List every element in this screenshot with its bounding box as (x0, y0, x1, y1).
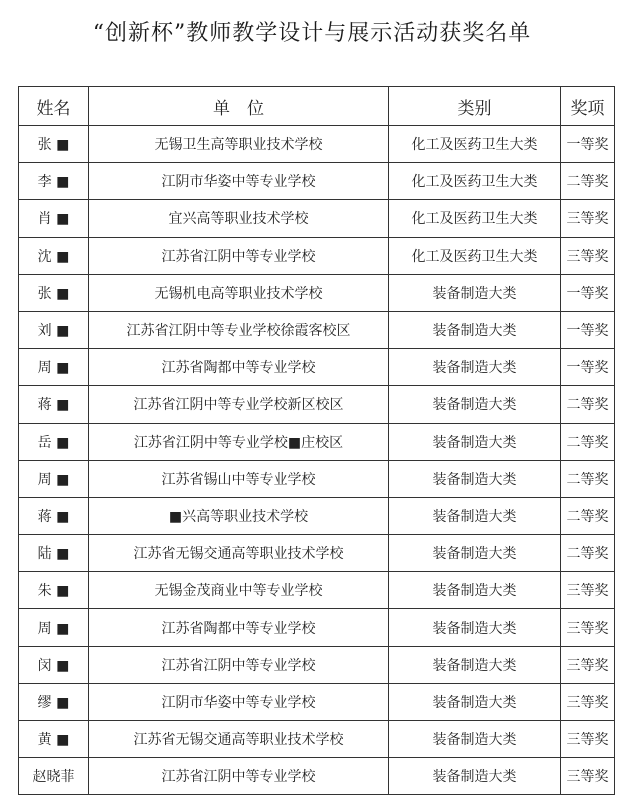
cell-unit: 无锡金茂商业中等专业学校 (89, 572, 389, 609)
cell-name: 沈 ■ (19, 237, 89, 274)
cell-category: 装备制造大类 (389, 386, 561, 423)
cell-category: 化工及医药卫生大类 (389, 163, 561, 200)
cell-name: 朱 ■ (19, 572, 89, 609)
cell-award: 三等奖 (561, 200, 615, 237)
table-row (19, 683, 615, 720)
cell-unit: ■兴高等职业技术学校 (89, 497, 389, 534)
cell-name: 陆 ■ (19, 535, 89, 572)
cell-unit: 江苏省陶都中等专业学校 (89, 609, 389, 646)
table-row (19, 758, 615, 795)
table-header-row (19, 87, 615, 126)
cell-award: 二等奖 (561, 497, 615, 534)
cell-unit: 无锡卫生高等职业技术学校 (89, 126, 389, 163)
cell-unit: 江苏省江阴中等专业学校徐霞客校区 (89, 311, 389, 348)
table-row (19, 349, 615, 386)
cell-award: 二等奖 (561, 423, 615, 460)
cell-award: 一等奖 (561, 311, 615, 348)
cell-unit: 宜兴高等职业技术学校 (89, 200, 389, 237)
cell-category: 装备制造大类 (389, 683, 561, 720)
cell-category: 装备制造大类 (389, 572, 561, 609)
cell-category: 化工及医药卫生大类 (389, 126, 561, 163)
table-row (19, 497, 615, 534)
table-row (19, 572, 615, 609)
cell-unit: 江苏省江阴中等专业学校■庄校区 (89, 423, 389, 460)
cell-award: 一等奖 (561, 126, 615, 163)
cell-category: 装备制造大类 (389, 497, 561, 534)
cell-name: 张 ■ (19, 126, 89, 163)
table-row (19, 535, 615, 572)
cell-unit: 江阴市华姿中等专业学校 (89, 163, 389, 200)
cell-award: 二等奖 (561, 535, 615, 572)
cell-name: 肖 ■ (19, 200, 89, 237)
table-row (19, 200, 615, 237)
table-row (19, 126, 615, 163)
table-body (19, 126, 615, 795)
cell-unit: 江苏省无锡交通高等职业技术学校 (89, 535, 389, 572)
cell-award: 三等奖 (561, 237, 615, 274)
header-unit: 单 位 (89, 87, 389, 126)
cell-unit: 江苏省江阴中等专业学校 (89, 237, 389, 274)
cell-name: 刘 ■ (19, 311, 89, 348)
award-table (18, 86, 615, 795)
cell-category: 装备制造大类 (389, 646, 561, 683)
cell-award: 三等奖 (561, 646, 615, 683)
cell-category: 装备制造大类 (389, 535, 561, 572)
cell-category: 装备制造大类 (389, 349, 561, 386)
table-row (19, 646, 615, 683)
cell-name: 岳 ■ (19, 423, 89, 460)
cell-award: 三等奖 (561, 721, 615, 758)
cell-category: 装备制造大类 (389, 609, 561, 646)
table-row (19, 721, 615, 758)
cell-award: 一等奖 (561, 274, 615, 311)
cell-unit: 江苏省江阴中等专业学校 (89, 646, 389, 683)
cell-name: 张 ■ (19, 274, 89, 311)
table-row (19, 386, 615, 423)
table-row (19, 609, 615, 646)
cell-category: 装备制造大类 (389, 758, 561, 795)
header-award: 奖项 (561, 87, 615, 126)
cell-category: 装备制造大类 (389, 274, 561, 311)
cell-category: 装备制造大类 (389, 721, 561, 758)
cell-name: 蒋 ■ (19, 497, 89, 534)
table-row (19, 423, 615, 460)
cell-unit: 江苏省锡山中等专业学校 (89, 460, 389, 497)
cell-name: 蒋 ■ (19, 386, 89, 423)
cell-award: 一等奖 (561, 349, 615, 386)
cell-name: 赵晓菲 (19, 758, 89, 795)
cell-award: 二等奖 (561, 163, 615, 200)
cell-category: 化工及医药卫生大类 (389, 237, 561, 274)
cell-award: 三等奖 (561, 683, 615, 720)
cell-name: 周 ■ (19, 349, 89, 386)
cell-award: 三等奖 (561, 572, 615, 609)
cell-category: 装备制造大类 (389, 423, 561, 460)
cell-unit: 江阴市华姿中等专业学校 (89, 683, 389, 720)
cell-award: 三等奖 (561, 758, 615, 795)
cell-category: 装备制造大类 (389, 311, 561, 348)
cell-award: 三等奖 (561, 609, 615, 646)
cell-award: 二等奖 (561, 460, 615, 497)
table-row (19, 163, 615, 200)
table-row (19, 311, 615, 348)
cell-unit: 江苏省无锡交通高等职业技术学校 (89, 721, 389, 758)
page-title: “创新杯”教师教学设计与展示活动获奖名单 (92, 21, 532, 46)
cell-unit: 江苏省陶都中等专业学校 (89, 349, 389, 386)
table-row (19, 460, 615, 497)
cell-name: 闵 ■ (19, 646, 89, 683)
cell-name: 缪 ■ (19, 683, 89, 720)
cell-unit: 江苏省江阴中等专业学校新区校区 (89, 386, 389, 423)
cell-category: 化工及医药卫生大类 (389, 200, 561, 237)
cell-unit: 江苏省江阴中等专业学校 (89, 758, 389, 795)
table-row (19, 237, 615, 274)
cell-name: 周 ■ (19, 609, 89, 646)
cell-name: 周 ■ (19, 460, 89, 497)
cell-name: 黄 ■ (19, 721, 89, 758)
header-category: 类别 (389, 87, 561, 126)
cell-name: 李 ■ (19, 163, 89, 200)
cell-category: 装备制造大类 (389, 460, 561, 497)
header-name: 姓名 (19, 87, 89, 126)
cell-award: 二等奖 (561, 386, 615, 423)
cell-unit: 无锡机电高等职业技术学校 (89, 274, 389, 311)
table-row (19, 274, 615, 311)
